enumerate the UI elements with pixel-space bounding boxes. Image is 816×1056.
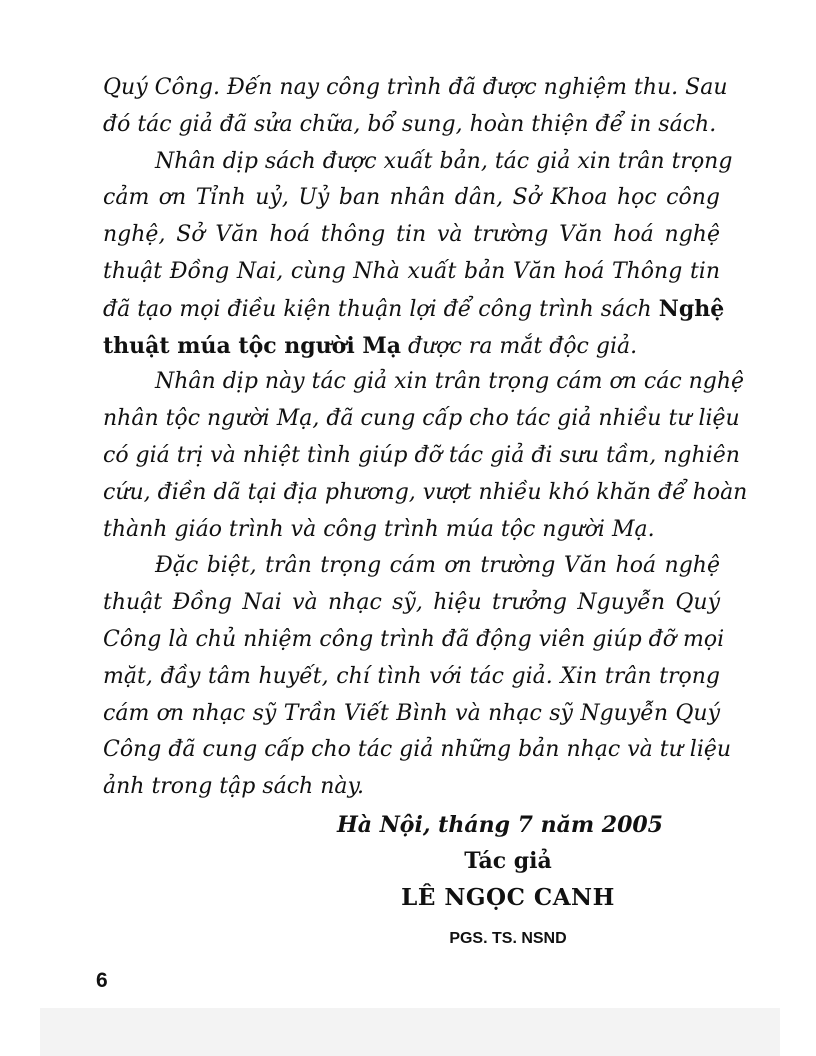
text-segment: được ra mắt độc giả. bbox=[407, 333, 638, 359]
text-segment: đã tạo mọi điều kiện thuận lợi để công trình sách bbox=[103, 296, 652, 322]
book-title-segment: Nghệ bbox=[658, 295, 725, 322]
text-line: Nhân dịp sách được xuất bản, tác giả xin trân trọng bbox=[155, 148, 733, 174]
text-line: ảnh trong tập sách này. bbox=[103, 774, 365, 800]
text-line: Nhân dịp này tác giả xin trân trọng cám ơn các nghệ bbox=[155, 369, 745, 395]
text-line bbox=[103, 328, 720, 365]
text-line: Quý Công. Đến nay công trình đã được nghiệm thu. Sau bbox=[103, 75, 728, 100]
author-titles: PGS. TS. NSND bbox=[449, 930, 567, 947]
signature-place-date: Hà Nội, tháng 7 năm 2005 bbox=[337, 812, 663, 838]
text-line: Công đã cung cấp cho tác giả những bản nhạc và tư liệu bbox=[103, 737, 732, 763]
signature-role: Tác giả bbox=[464, 848, 552, 874]
text-line: Công là chủ nhiệm công trình đã động viên giúp đỡ mọi bbox=[103, 626, 725, 652]
book-title-segment: thuật múa tộc người Mạ bbox=[103, 332, 401, 359]
text-line: cứu, điền dã tại địa phương, vượt nhiều khó khăn để hoàn bbox=[103, 479, 748, 505]
author-name: LÊ NGỌC CANH bbox=[401, 884, 615, 911]
text-line: thành giáo trình và công trình múa tộc người Mạ. bbox=[103, 516, 655, 542]
text-line: mặt, đầy tâm huyết, chí tình với tác giả. Xin trân trọng bbox=[103, 663, 720, 689]
text-line: thuật Đồng Nai và nhạc sỹ, hiệu trưởng Nguyễn Quý bbox=[103, 590, 720, 616]
text-line: Đặc biệt, trân trọng cám ơn trường Văn hoá nghệ bbox=[155, 553, 720, 579]
scan-shadow bbox=[40, 1008, 780, 1056]
page-number: 6 bbox=[96, 969, 108, 992]
text-line: cảm ơn Tỉnh uỷ, Uỷ ban nhân dân, Sở Khoa học công bbox=[103, 185, 720, 211]
text-line: thuật Đồng Nai, cùng Nhà xuất bản Văn hoá Thông tin bbox=[103, 258, 720, 284]
body-text bbox=[103, 70, 748, 806]
text-line: nhân tộc người Mạ, đã cung cấp cho tác giả nhiều tư liệu bbox=[103, 406, 740, 432]
text-line bbox=[103, 291, 725, 328]
text-line: có giá trị và nhiệt tình giúp đỡ tác giả đi sưu tầm, nghiên bbox=[103, 442, 740, 468]
text-line: nghệ, Sở Văn hoá thông tin và trường Văn hoá nghệ bbox=[103, 222, 720, 248]
text-line: đó tác giả đã sửa chữa, bổ sung, hoàn thiện để in sách. bbox=[103, 111, 717, 137]
text-line: cám ơn nhạc sỹ Trần Viết Bình và nhạc sỹ Nguyễn Quý bbox=[103, 700, 720, 726]
